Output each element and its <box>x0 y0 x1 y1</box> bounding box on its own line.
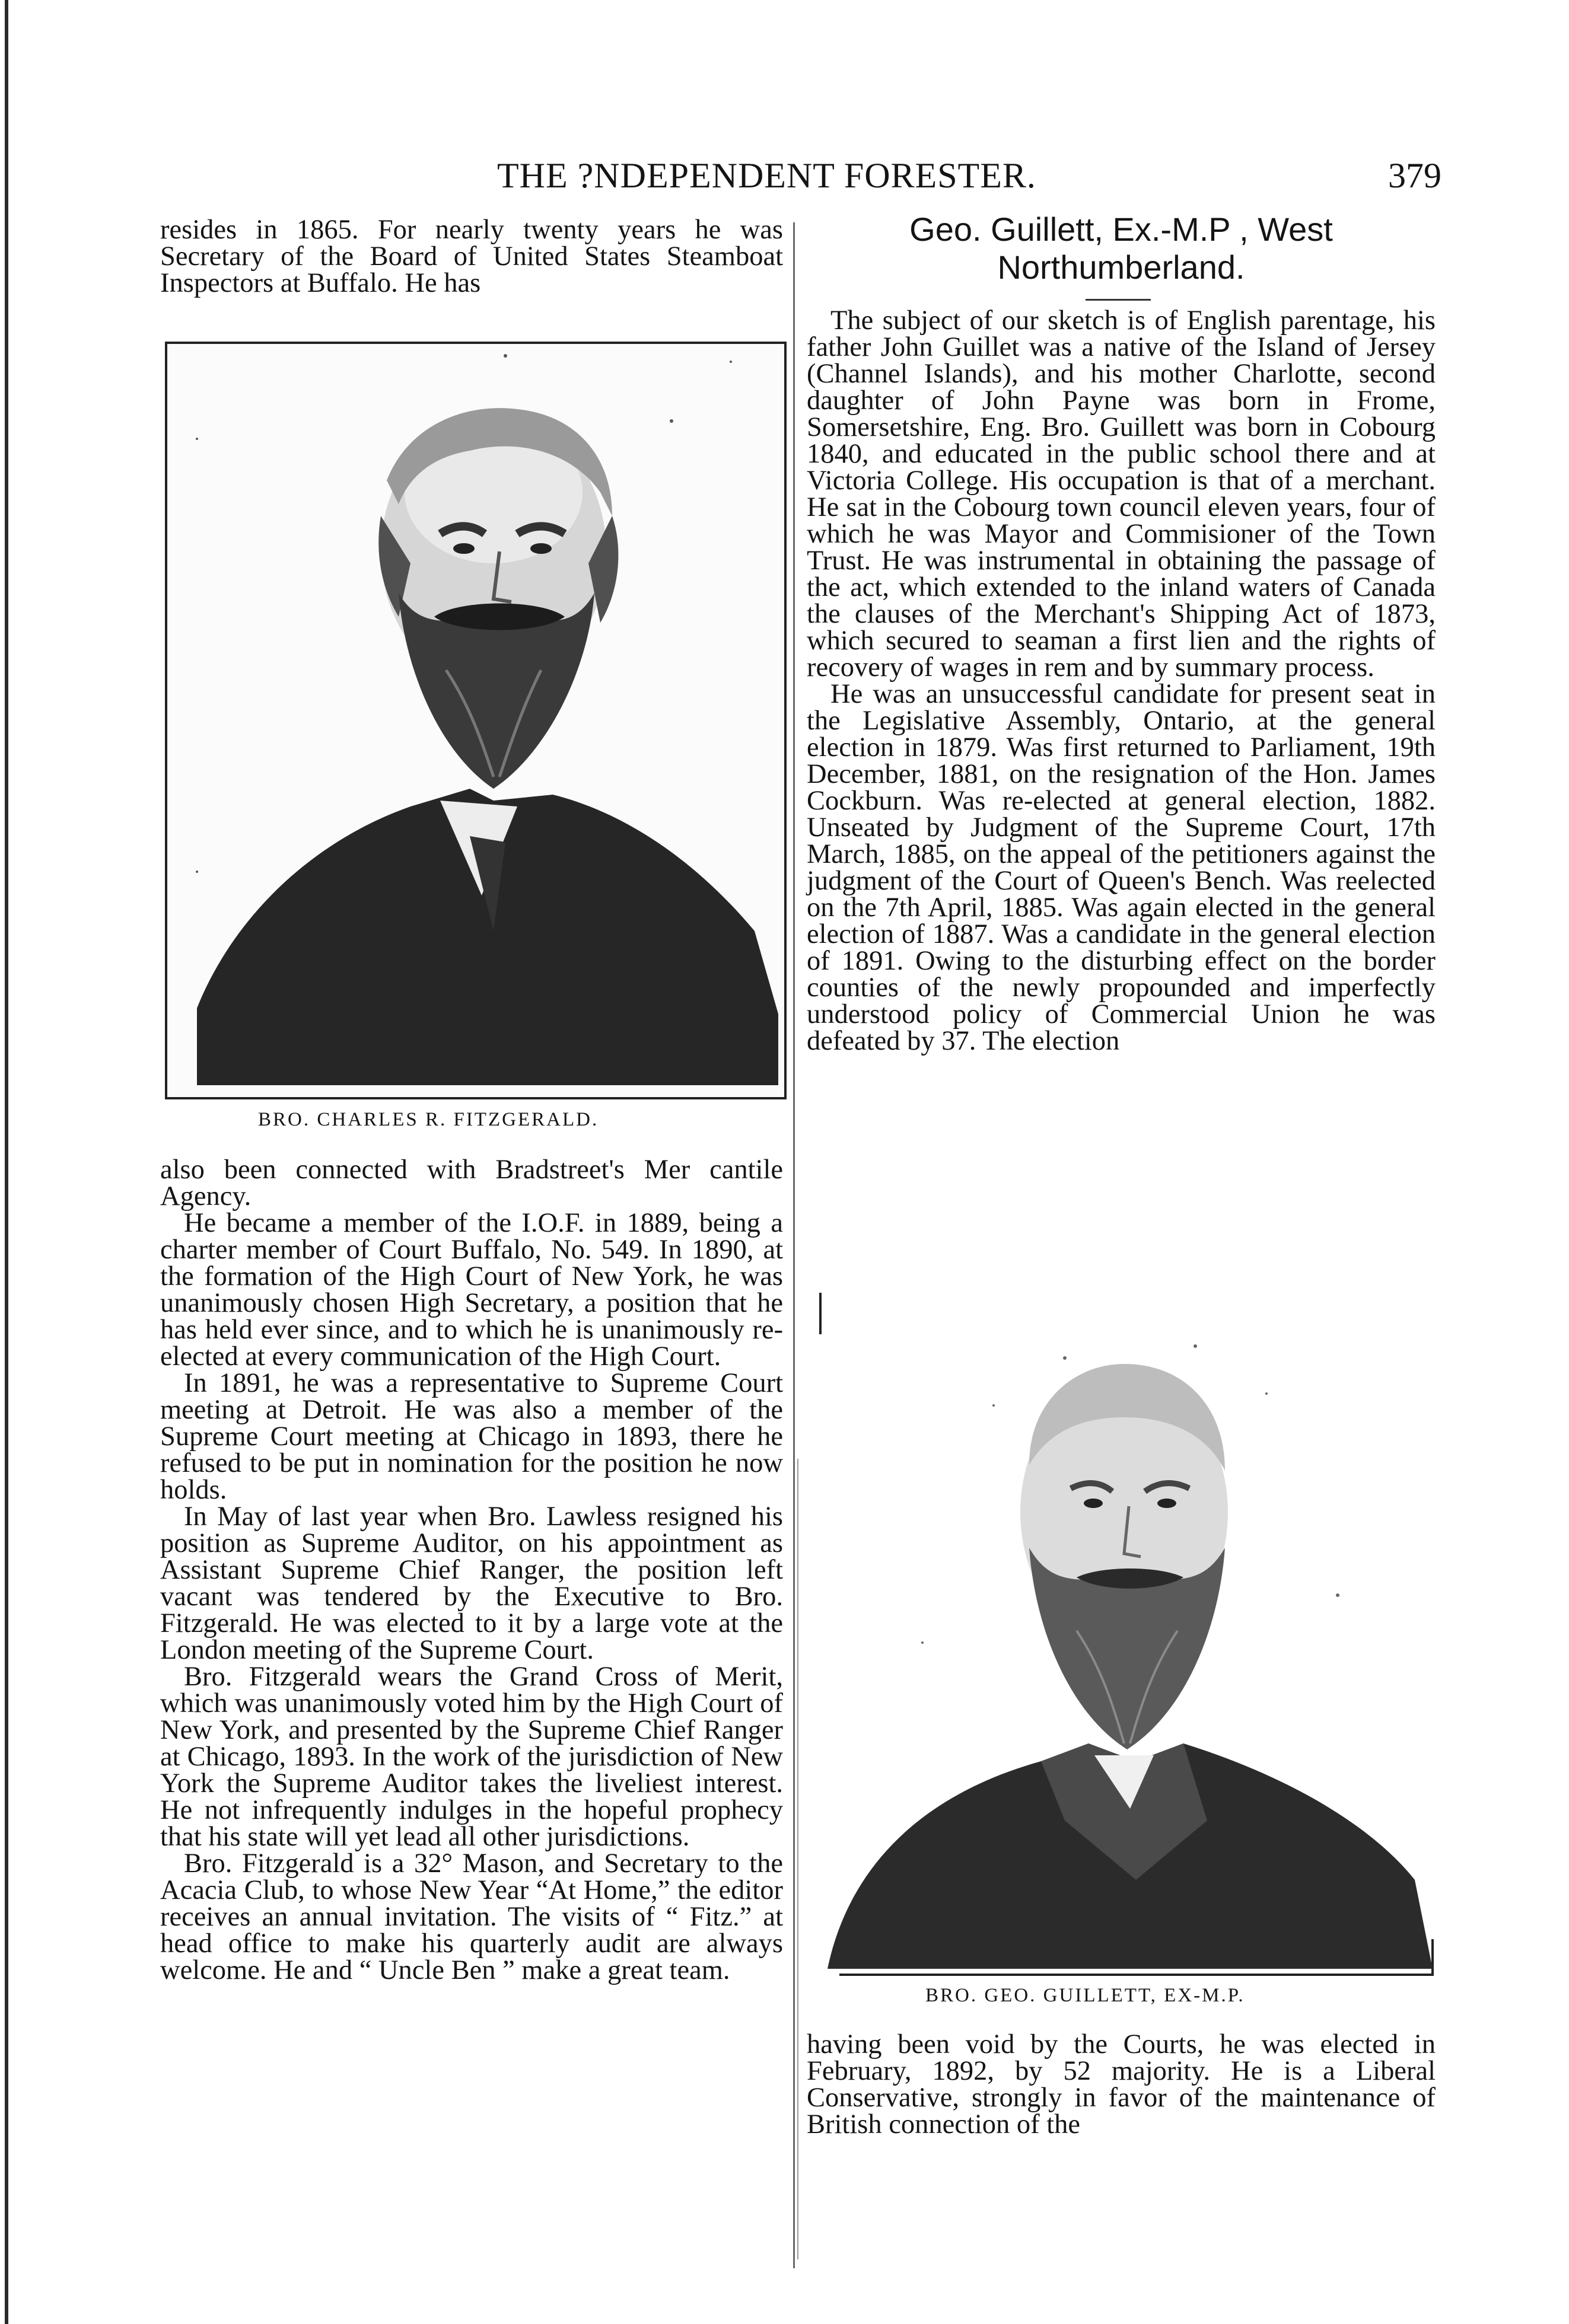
page-header <box>160 155 1441 203</box>
paragraph: resides in 1865. For nearly twenty years he was Secretary of the Board of United States Steamboat Inspectors at Buffalo. He has <box>160 215 783 298</box>
paragraph: also been connected with Bradstreet's Mer cantile Agency. <box>160 1155 783 1212</box>
running-title: THE ?NDEPENDENT FORESTER. <box>497 156 1036 195</box>
column-divider <box>793 222 795 2268</box>
portrait-fitzgerald <box>161 338 790 1103</box>
paragraph: Bro. Fitzgerald is a 32° Mason, and Secretary to the Acacia Club, to whose New Year “At Home,” the editor receives an annual invitation. The visits of “ Fitz.” at head office to make his quarterly audit are always welcome. He and “ Uncle Ben ” make a great team. <box>160 1848 783 1985</box>
page-number: 379 <box>1388 156 1441 195</box>
caption-guillett: BRO. GEO. GUILLETT, EX-M.P. <box>925 1985 1245 2006</box>
page-margin-rule <box>5 0 8 2324</box>
right-column-bottom-text <box>807 2031 1436 2138</box>
paragraph: The subject of our sketch is of English parentage, his father John Guillet was a native of the Island of Jersey (Channel Islands), and his mother Charlotte, second daughter of John Payne was born in Frome, Somersetshire, Eng. Bro. Guillett was born in Cobourg 1840, and educated in the public school there and at Victoria College. His occupation is that of a merchant. He sat in the Cobourg town council eleven years, four of which he was Mayor and Commisioner of the Town Trust. He was instrumental in obtaining the passage of the act, which extended to the inland waters of Canada the clauses of the Merchant's Shipping Act of 1873, which secured to seaman a first lien and the rights of recovery of wages in rem and by summary process. <box>807 305 1436 683</box>
right-column-body <box>807 307 1436 1054</box>
caption-fitzgerald: BRO. CHARLES R. FITZGERALD. <box>258 1109 599 1130</box>
heading-rule <box>1086 299 1151 301</box>
paragraph: He was an unsuccessful candidate for present seat in the Legislative Assembly, Ontario, at the general election in 1879. Was first returned to Parliament, 19th December, 1881, on the resignation of the Hon. James Cockburn. Was re-elected at general election, 1882. Unseated by Judgment of the Supreme Court, 17th March, 1885, on the appeal of the petitioners against the judgment of the Court of Queen's Bench. Was reelected on the 7th April, 1885. Was again elected in the general election of 1887. Was a candidate in the general election of 1891. Owing to the disturbing effect on the border counties of the newly propounded and imperfectly understood policy of Commercial Union he was defeated by 37. The election <box>807 679 1436 1056</box>
paragraph: In 1891, he was a representative to Supreme Court meeting at Detroit. He was also a member of the Supreme Court meeting at Chicago in 1893, there he refused to be put in nomination for the position he now holds. <box>160 1368 783 1505</box>
paragraph: He became a member of the I.O.F. in 1889, being a charter member of Court Buffalo, No. 549. In 1890, at the formation of the High Court of New York, he was unanimously chosen High Secretary, a position that he has held ever since, and to which he is unanimously re-elected at every communication of the High Court. <box>160 1208 783 1372</box>
portrait-guillett <box>816 1287 1438 1981</box>
left-column-body <box>160 1156 783 1984</box>
paragraph: having been void by the Courts, he was elected in February, 1892, by 52 majority. He is a Liberal Conservative, strongly in favor of the maintenance of British connection of the <box>807 2029 1436 2140</box>
column-divider-lower <box>797 1459 798 2259</box>
paragraph: In May of last year when Bro. Lawless resigned his position as Supreme Auditor, on his appointment as Assistant Supreme Chief Ranger, the position left vacant was tendered by the Executive to Bro. Fitzgerald. He was elected to it by a large vote at the London meeting of the Supreme Court. <box>160 1501 783 1665</box>
left-column-top-text <box>160 216 783 297</box>
paragraph: Bro. Fitzgerald wears the Grand Cross of Merit, which was unanimously voted him by the High Court of New York, and presented by the Supreme Chief Ranger at Chicago, 1893. In the work of the jurisdiction of New York the Supreme Auditor takes the liveliest interest. He not infrequently indulges in the hopeful prophecy that his state will yet lead all other jurisdictions. <box>160 1662 783 1852</box>
article-heading: Geo. Guillett, Ex.-M.P , West Northumberland. <box>909 211 1333 286</box>
